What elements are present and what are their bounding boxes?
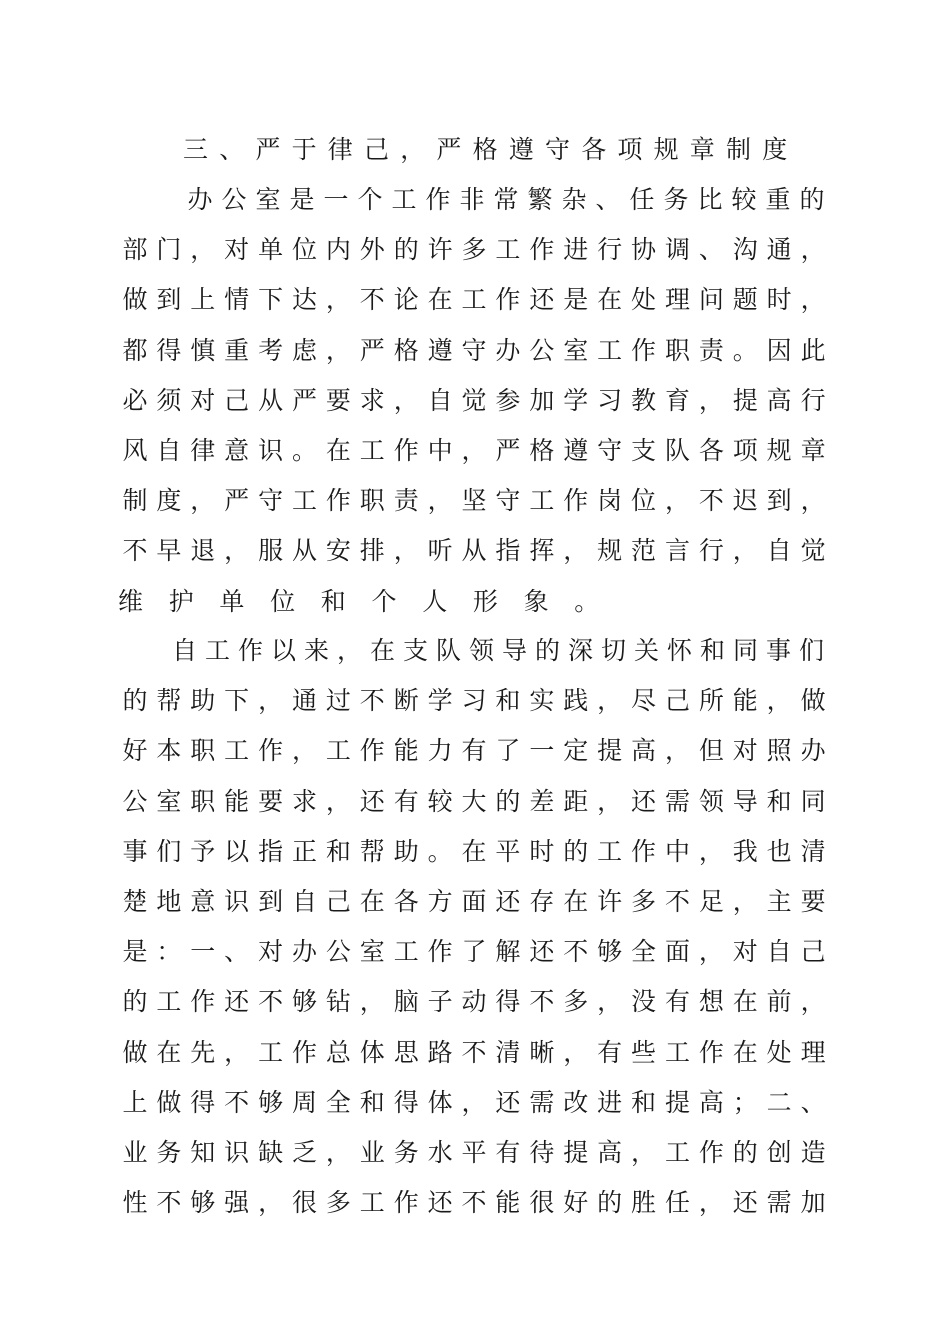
paragraph-line: 性 不 够 强 ， 很 多 工 作 还 不 能 很 好 的 胜 任 ， 还 需 加 bbox=[122, 1188, 826, 1218]
paragraph-line: 做 在 先 ， 工 作 总 体 思 路 不 清 晰 ， 有 些 工 作 在 处 理 bbox=[122, 1037, 826, 1067]
paragraph-line: 事 们 予 以 指 正 和 帮 助 。 在 平 时 的 工 作 中 ， 我 也 清 bbox=[122, 836, 826, 866]
paragraph-line: 办 公 室 是 一 个 工 作 非 常 繁 杂 、 任 务 比 较 重 的 bbox=[187, 185, 825, 214]
paragraph-line: 都 得 慎 重 考 虑 ， 严 格 遵 守 办 公 室 工 作 职 责 。 因 此 bbox=[122, 335, 826, 365]
paragraph-line: 维护单位和个人形象。 bbox=[118, 586, 626, 616]
paragraph-line: 必 须 对 己 从 严 要 求 ， 自 觉 参 加 学 习 教 育 ， 提 高 行 bbox=[122, 385, 826, 415]
paragraph-line: 的 帮 助 下 ， 通 过 不 断 学 习 和 实 践 ， 尽 己 所 能 ， 做 bbox=[122, 686, 826, 716]
paragraph-line: 楚 地 意 识 到 自 己 在 各 方 面 还 存 在 许 多 不 足 ， 主 要 bbox=[122, 887, 826, 916]
paragraph-line: 好 本 职 工 作 ， 工 作 能 力 有 了 一 定 提 高 ， 但 对 照 办 bbox=[122, 736, 826, 766]
paragraph-line: 风 自 律 意 识 。 在 工 作 中 ， 严 格 遵 守 支 队 各 项 规 章 bbox=[122, 436, 826, 465]
section-heading: 三、严于律己，严格遵守各项规章制度 bbox=[183, 135, 799, 164]
paragraph-line: 部 门 ， 对 单 位 内 外 的 许 多 工 作 进 行 协 调 、 沟 通 ， bbox=[122, 235, 826, 265]
paragraph-line: 业 务 知 识 缺 乏 ， 业 务 水 平 有 待 提 高 ， 工 作 的 创 造 bbox=[122, 1138, 826, 1167]
paragraph-line: 的 工 作 还 不 够 钻 ， 脑 子 动 得 不 多 ， 没 有 想 在 前 ， bbox=[122, 987, 826, 1017]
paragraph-line: 不 早 退 ， 服 从 安 排 ， 听 从 指 挥 ， 规 范 言 行 ， 自 觉 bbox=[122, 536, 826, 566]
paragraph-line: 制 度 ， 严 守 工 作 职 责 ， 坚 守 工 作 岗 位 ， 不 迟 到 ， bbox=[122, 486, 826, 516]
paragraph-line: 自 工 作 以 来 ， 在 支 队 领 导 的 深 切 关 怀 和 同 事 们 bbox=[171, 636, 824, 665]
paragraph-line: 是 ： 一 、 对 办 公 室 工 作 了 解 还 不 够 全 面 ， 对 自 己 bbox=[122, 937, 826, 967]
paragraph-line: 上 做 得 不 够 周 全 和 得 体 ， 还 需 改 进 和 提 高 ； 二 、 bbox=[122, 1087, 826, 1117]
paragraph-line: 公 室 职 能 要 求 ， 还 有 较 大 的 差 距 ， 还 需 领 导 和 同 bbox=[122, 786, 826, 816]
paragraph-line: 做 到 上 情 下 达 ， 不 论 在 工 作 还 是 在 处 理 问 题 时 ， bbox=[122, 285, 826, 315]
